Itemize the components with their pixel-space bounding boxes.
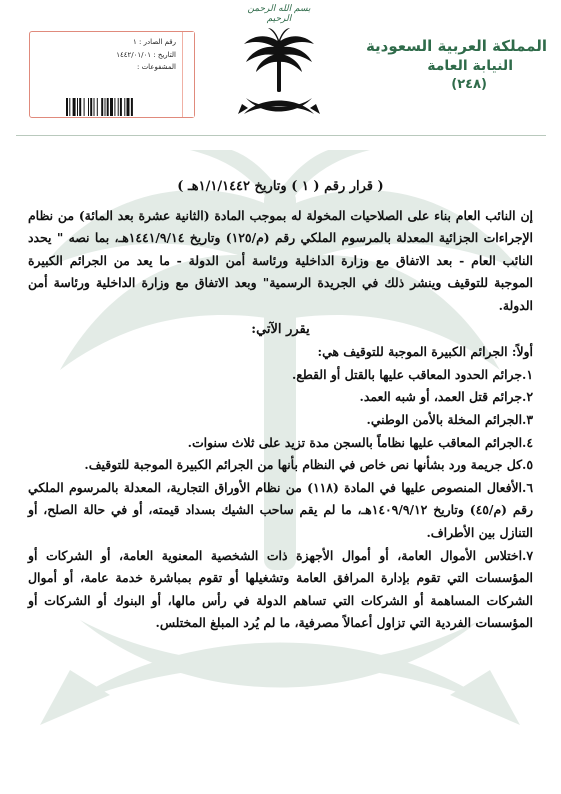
list-item-text: كل جريمة ورد بشأنها نص خاص في النظام بأنها من الجرائم الكبيرة الموجبة للتوقيف.: [84, 457, 523, 473]
list-item: [28, 454, 533, 477]
stamp-number-value: ١: [133, 38, 137, 46]
list-item: [28, 386, 533, 409]
list-item: [28, 364, 533, 387]
header-divider: [16, 135, 546, 136]
stamp-date-value: ١٤٤٢/٠١/٠١: [116, 51, 151, 59]
list-item-text: الأفعال المنصوص عليها في المادة (١١٨) من نظام الأوراق التجارية، المعدلة بالمرسوم الملكي رقم (م/٤٥) وتاريخ ١٤٠٩/٩/١٢هـ، ما لم يقم ساحب الشيك بسداد قيمته، أو في حالة الصلح، أو التنازل بين الأطراف.: [28, 479, 534, 540]
decides-heading: يقرر الآتي:: [251, 321, 310, 337]
list-item-number: ٣.: [522, 411, 533, 427]
stamp-date-row: [116, 51, 176, 59]
reference-stamp: [29, 31, 195, 118]
list-item: [28, 409, 533, 432]
list-item-number: ١.: [522, 366, 533, 382]
country-name: المملكة العربية السعودية: [365, 37, 547, 55]
list-item-text: اختلاس الأموال العامة، أو أموال الأجهزة ذات الشخصية المعنوية العامة، أو الشركات أو المؤسسات التي تقوم بإدارة المرافق العامة وتشغيلها أو تقوم بمباشرة خدمة عامة، أو أموال الشركات المساهمة أو الشركات التي تساهم الدولة في رأس مالها، أو البنوك أو الشركات أو المؤسسات الفردية التي تزاول أعمالاً مصرفية، ما لم يُرد المبلغ المختلس.: [28, 547, 533, 631]
list-item-number: ٦.: [522, 479, 533, 495]
barcode-icon: [66, 98, 166, 116]
list-item-number: ٢.: [522, 389, 533, 405]
header-titles: [347, 36, 547, 94]
palm-swords-emblem-icon: [236, 26, 322, 128]
stamp-date-label: التاريخ :: [153, 51, 176, 59]
list-item-number: ٧.: [522, 547, 533, 563]
agency-code: (٢٤٨): [451, 77, 487, 92]
first-heading: أولاً: الجرائم الكبيرة الموجبة للتوقيف هي:: [317, 344, 533, 360]
stamp-number-row: [133, 38, 176, 46]
decision-body: [28, 176, 533, 635]
intro-paragraph: إن النائب العام بناء على الصلاحيات المخولة له بموجب المادة (الثانية عشرة بعد المائة) من نظام الإجراءات الجزائية المعدلة بالمرسوم الملكي رقم (م/١٢٥) وتاريخ ١٤٤١/٩/١٤هـ، بما نصه " يحدد النائب العام - بعد الاتفاق مع وزارة الداخلية ورئاسة أمن الدولة - ما يعد من الجرائم الكبيرة الموجبة للتوقيف وينشر ذلك في الجريدة الرسمية" وبعد الاتفاق مع وزارة الداخلية ورئاسة أمن الدولة.: [28, 207, 533, 313]
list-item-text: الجرائم المخلة بالأمن الوطني.: [366, 411, 523, 427]
basmala: بسم الله الرحمن الرحيم: [247, 4, 311, 24]
agency-name: النيابة العامة: [427, 58, 513, 74]
crimes-list: [28, 364, 533, 635]
list-item-number: ٤.: [522, 434, 533, 450]
list-item-number: ٥.: [522, 457, 533, 473]
list-item: [28, 477, 533, 545]
stamp-attachments-row: [137, 63, 176, 71]
stamp-attachments-label: المشفوعات :: [136, 63, 176, 71]
list-item: [28, 545, 533, 635]
stamp-strip: [182, 32, 194, 117]
decision-title: ( قرار رقم ( ١ ) وتاريخ ١/١/١٤٤٢هـ ): [177, 179, 384, 194]
stamp-number-label: رقم الصادر :: [139, 38, 176, 46]
list-item-text: الجرائم المعاقب عليها نظاماً بالسجن مدة تزيد على ثلاث سنوات.: [187, 434, 523, 450]
list-item: [28, 432, 533, 455]
list-item-text: جرائم قتل العمد، أو شبه العمد.: [359, 389, 523, 405]
list-item-text: جرائم الحدود المعاقب عليها بالقتل أو القطع.: [291, 366, 523, 382]
